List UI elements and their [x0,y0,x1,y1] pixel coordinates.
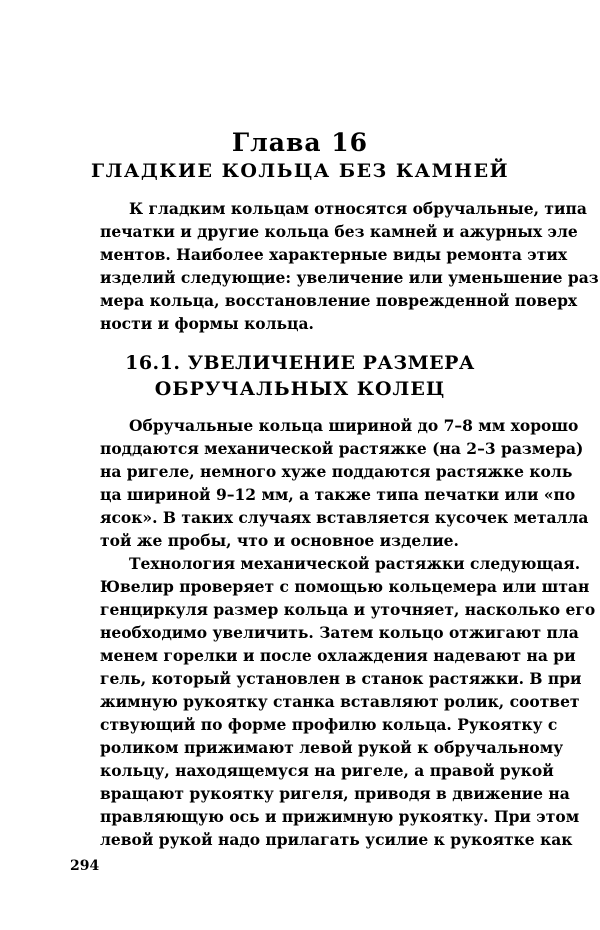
text-line: ствующий по форме профилю кольца. Рукоятку с [100,715,558,734]
text-line: ца шириной 9–12 мм, а также типа печатки или «по [100,485,576,504]
text-line: той же пробы, что и основное изделие. [100,531,459,550]
text-line: изделий следующие: увеличение или уменьшение раз [100,268,599,287]
text-line: генциркуля размер кольца и уточняет, насколько его [100,600,596,619]
text-line: менем горелки и после охлаждения надевают на ри [100,646,576,665]
text-line: на ригеле, немного хуже поддаются растяжке коль [100,462,573,481]
text-line: роликом прижимают левой рукой к обручальному [100,738,564,757]
chapter-title: ГЛАДКИЕ КОЛЬЦА БЕЗ КАМНЕЙ [90,160,510,182]
section-title-line-1: 16.1. УВЕЛИЧЕНИЕ РАЗМЕРА [125,352,475,374]
text-line: печатки и другие кольца без камней и ажурных эле [100,222,578,241]
text-line: правляющую ось и прижимную рукоятку. При этом [100,807,580,826]
text-line: ности и формы кольца. [100,314,314,333]
page-number: 294 [70,858,100,874]
text-line: вращают рукоятку ригеля, приводя в движение на [100,784,570,803]
text-line: кольцу, находящемуся на ригеле, а правой рукой [100,761,554,780]
text-line: жимную рукоятку станка вставляют ролик, соответ [100,692,580,711]
text-line: Ювелир проверяет с помощью кольцемера или штан [100,577,590,596]
text-line: мера кольца, восстановление поврежденной поверх [100,291,578,310]
text-line: К гладким кольцам относятся обручальные, типа [129,199,587,218]
section-title-line-2: ОБРУЧАЛЬНЫХ КОЛЕЦ [154,378,446,400]
text-line: левой рукой надо прилагать усилие к рукоятке как [100,830,573,849]
text-line: ясок». В таких случаях вставляется кусочек металла [100,508,589,527]
text-line: гель, который установлен в станок растяжки. В при [100,669,582,688]
text-line: поддаются механической растяжке (на 2–3 размера) [100,439,584,458]
text-line: Технология механической растяжки следующая. [129,554,581,573]
chapter-number: Глава 16 [231,128,369,157]
text-line: Обручальные кольца шириной до 7–8 мм хорошо [129,416,579,435]
text-line: необходимо увеличить. Затем кольцо отжигают пла [100,623,579,642]
text-line: ментов. Наиболее характерные виды ремонта этих [100,245,568,264]
